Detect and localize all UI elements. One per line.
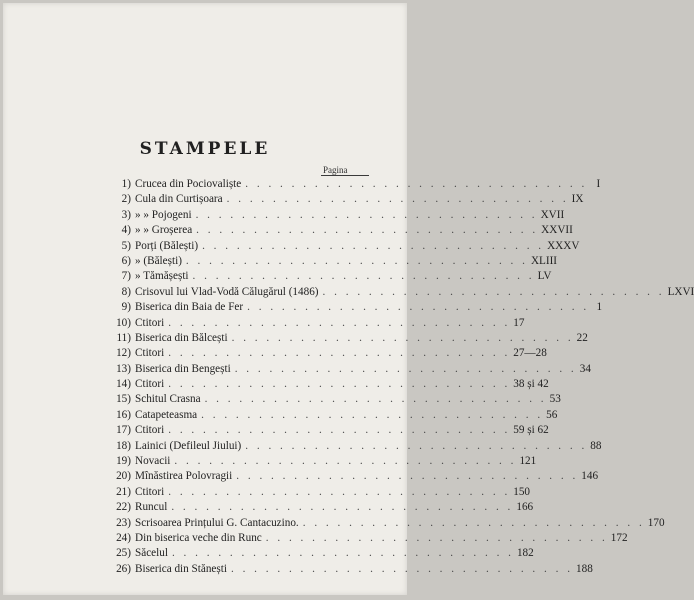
- dot-leader: . . . . . . . . . . . . . . . . . . . . . . . . . . . . . .: [302, 516, 645, 529]
- dot-leader: . . . . . . . . . . . . . . . . . . . . . . . . . . . . . .: [231, 331, 574, 344]
- entry-number: 17): [116, 424, 131, 437]
- dot-leader: . . . . . . . . . . . . . . . . . . . . . . . . . . . . . .: [168, 316, 511, 329]
- entry-page-number: 170: [647, 516, 665, 529]
- entry-title: Runcul: [135, 501, 168, 514]
- entry-number: 25): [116, 547, 131, 560]
- toc-entry: [109, 393, 561, 408]
- dot-leader: . . . . . . . . . . . . . . . . . . . . . . . . . . . . . .: [226, 193, 569, 206]
- toc-entry: [109, 270, 552, 285]
- toc-entry: [109, 301, 603, 316]
- entry-title: Biserica din Baia de Fer: [135, 301, 244, 314]
- entry-page-number: I: [596, 178, 601, 190]
- entry-page-number: 56: [546, 408, 558, 421]
- entry-number: 14): [116, 378, 131, 391]
- dot-leader: . . . . . . . . . . . . . . . . . . . . . . . . . . . . . .: [195, 208, 538, 221]
- entry-page-number: 88: [590, 439, 602, 452]
- entry-title: » » Pojogeni: [135, 208, 192, 221]
- entry-number: 18): [116, 439, 131, 452]
- entry-number: 7): [121, 270, 131, 283]
- entry-number: 15): [116, 393, 131, 406]
- entry-number: 10): [116, 316, 131, 329]
- toc-entry: [109, 439, 602, 455]
- entry-title: Scrisoarea Prințului G. Cantacuzino.: [135, 516, 299, 529]
- entry-title: Lainici (Defileul Jiului): [135, 439, 242, 452]
- entry-page-number: 166: [516, 501, 534, 514]
- entry-number: 5): [121, 239, 131, 252]
- entry-number: 16): [116, 408, 131, 421]
- entry-title: Ctitori: [135, 347, 165, 360]
- entry-number: 3): [121, 208, 131, 221]
- entry-page-number: 17: [513, 316, 525, 329]
- entry-title: Ctitori: [135, 485, 165, 498]
- dot-leader: . . . . . . . . . . . . . . . . . . . . . . . . . . . . . .: [265, 531, 608, 544]
- entry-page-number: XXXV: [547, 239, 580, 252]
- toc-entry: [109, 193, 584, 208]
- toc-entry: [109, 470, 599, 485]
- entry-title: Biserica din Bengești: [135, 362, 231, 375]
- entry-title: Crisovul lui Vlad-Vodă Călugărul (1486): [135, 285, 319, 298]
- page-column-header: Pagina: [323, 165, 348, 175]
- toc-entry: [109, 316, 525, 332]
- entry-number: 8): [121, 285, 131, 298]
- entry-title: Săcelul: [135, 547, 168, 560]
- toc-entry: [109, 424, 549, 439]
- toc-entry: [109, 408, 558, 424]
- entry-title: Cula din Curtișoara: [135, 193, 223, 206]
- entry-title: Crucea din Pociovaliște: [135, 178, 242, 190]
- dot-leader: . . . . . . . . . . . . . . . . . . . . . . . . . . . . . .: [171, 501, 514, 514]
- toc-entry: [109, 254, 558, 270]
- entry-number: 26): [116, 562, 131, 575]
- dot-leader: . . . . . . . . . . . . . . . . . . . . . . . . . . . . . .: [168, 424, 511, 437]
- entry-title: Din biserica veche din Runc: [135, 531, 262, 544]
- entry-number: 4): [121, 224, 131, 237]
- entry-title: Catapeteasma: [135, 408, 198, 421]
- entry-title: Ctitori: [135, 424, 165, 437]
- dot-leader: . . . . . . . . . . . . . . . . . . . . . . . . . . . . . .: [171, 547, 514, 560]
- toc-entry: [109, 485, 531, 501]
- dot-leader: . . . . . . . . . . . . . . . . . . . . . . . . . . . . . .: [196, 224, 539, 237]
- entry-number: 19): [116, 455, 131, 468]
- dot-leader: . . . . . . . . . . . . . . . . . . . . . . . . . . . . . .: [201, 408, 544, 421]
- dot-leader: . . . . . . . . . . . . . . . . . . . . . . . . . . . . . .: [202, 239, 545, 252]
- entry-number: 22): [116, 501, 131, 514]
- entry-page-number: 34: [579, 362, 591, 375]
- toc-entry: [109, 178, 601, 193]
- dot-leader: . . . . . . . . . . . . . . . . . . . . . . . . . . . . . .: [174, 455, 517, 468]
- entry-page-number: LV: [537, 270, 552, 283]
- toc-entry: [109, 547, 534, 562]
- toc-entry: [109, 362, 591, 378]
- entry-title: » (Bălești): [135, 254, 182, 267]
- dot-leader: . . . . . . . . . . . . . . . . . . . . . . . . . . . . . .: [245, 178, 588, 190]
- entry-page-number: XXVII: [541, 224, 573, 237]
- entry-title: » Tămășești: [135, 270, 189, 283]
- book-page: [3, 3, 694, 595]
- entry-title: Biserica din Stănești: [135, 562, 227, 575]
- entry-title: Mînăstirea Polovragii: [135, 470, 233, 483]
- toc-entry: [109, 347, 547, 362]
- dot-leader: . . . . . . . . . . . . . . . . . . . . . . . . . . . . . .: [230, 562, 573, 575]
- toc-entry: [109, 501, 534, 516]
- dot-leader: . . . . . . . . . . . . . . . . . . . . . . . . . . . . . .: [236, 470, 579, 483]
- entry-number: 1): [121, 178, 131, 190]
- entry-page-number: 150: [513, 485, 531, 498]
- toc-entry: [109, 531, 628, 547]
- entry-title: » » Groșerea: [135, 224, 193, 237]
- toc-entry: [109, 208, 565, 224]
- toc-entry: [109, 331, 588, 347]
- dot-leader: . . . . . . . . . . . . . . . . . . . . . . . . . . . . . .: [168, 347, 511, 360]
- toc-entry: [109, 516, 665, 532]
- dot-leader: . . . . . . . . . . . . . . . . . . . . . . . . . . . . . .: [185, 254, 528, 267]
- toc-entry: [109, 239, 580, 255]
- entry-page-number: 188: [576, 562, 593, 575]
- entry-number: 6): [121, 254, 131, 267]
- toc-entry: [109, 378, 549, 393]
- entry-page-number: XVII: [540, 208, 565, 221]
- entry-number: 13): [116, 362, 131, 375]
- entry-number: 12): [116, 347, 131, 360]
- toc-entry: [109, 562, 593, 578]
- dot-leader: . . . . . . . . . . . . . . . . . . . . . . . . . . . . . .: [168, 485, 511, 498]
- dot-leader: . . . . . . . . . . . . . . . . . . . . . . . . . . . . . .: [322, 285, 665, 298]
- entry-title: Novacii: [135, 455, 171, 468]
- entry-page-number: 53: [549, 393, 561, 406]
- entry-number: 24): [116, 531, 131, 544]
- entry-number: 9): [121, 301, 131, 314]
- entry-page-number: 146: [581, 470, 599, 483]
- entry-title: Ctitori: [135, 378, 165, 391]
- dot-leader: . . . . . . . . . . . . . . . . . . . . . . . . . . . . . .: [168, 378, 511, 391]
- entry-number: 2): [121, 193, 131, 206]
- entry-title: Schitul Crasna: [135, 393, 201, 406]
- entry-page-number: 27—28: [513, 347, 547, 360]
- toc-entry: [109, 224, 573, 239]
- entry-title: Ctitori: [135, 316, 165, 329]
- entry-page-number: 121: [519, 455, 537, 468]
- entry-page-number: 59 și 62: [513, 424, 549, 437]
- dot-leader: . . . . . . . . . . . . . . . . . . . . . . . . . . . . . .: [245, 439, 588, 452]
- entry-page-number: 22: [576, 331, 588, 344]
- header-rule: [321, 175, 369, 176]
- entry-page-number: XLIII: [530, 254, 558, 267]
- entry-page-number: LXVI: [667, 285, 694, 298]
- toc-entry: [109, 455, 537, 470]
- entry-title: Porți (Bălești): [135, 239, 199, 252]
- toc-entry: [109, 285, 694, 301]
- entry-number: 23): [116, 516, 131, 529]
- entry-page-number: 38 și 42: [513, 378, 549, 391]
- dot-leader: . . . . . . . . . . . . . . . . . . . . . . . . . . . . . .: [204, 393, 547, 406]
- dot-leader: . . . . . . . . . . . . . . . . . . . . . . . . . . . . . .: [234, 362, 577, 375]
- dot-leader: . . . . . . . . . . . . . . . . . . . . . . . . . . . . . .: [247, 301, 590, 314]
- entry-page-number: 1: [596, 301, 603, 314]
- entry-number: 20): [116, 470, 131, 483]
- entry-number: 11): [116, 331, 131, 344]
- entry-page-number: IX: [571, 193, 584, 206]
- table-of-contents: [109, 178, 694, 578]
- entry-number: 21): [116, 485, 131, 498]
- page-title: STAMPELE: [139, 139, 271, 159]
- dot-leader: . . . . . . . . . . . . . . . . . . . . . . . . . . . . . .: [192, 270, 535, 283]
- entry-page-number: 172: [610, 531, 628, 544]
- entry-page-number: 182: [516, 547, 534, 560]
- entry-title: Biserica din Bălcești: [135, 331, 228, 344]
